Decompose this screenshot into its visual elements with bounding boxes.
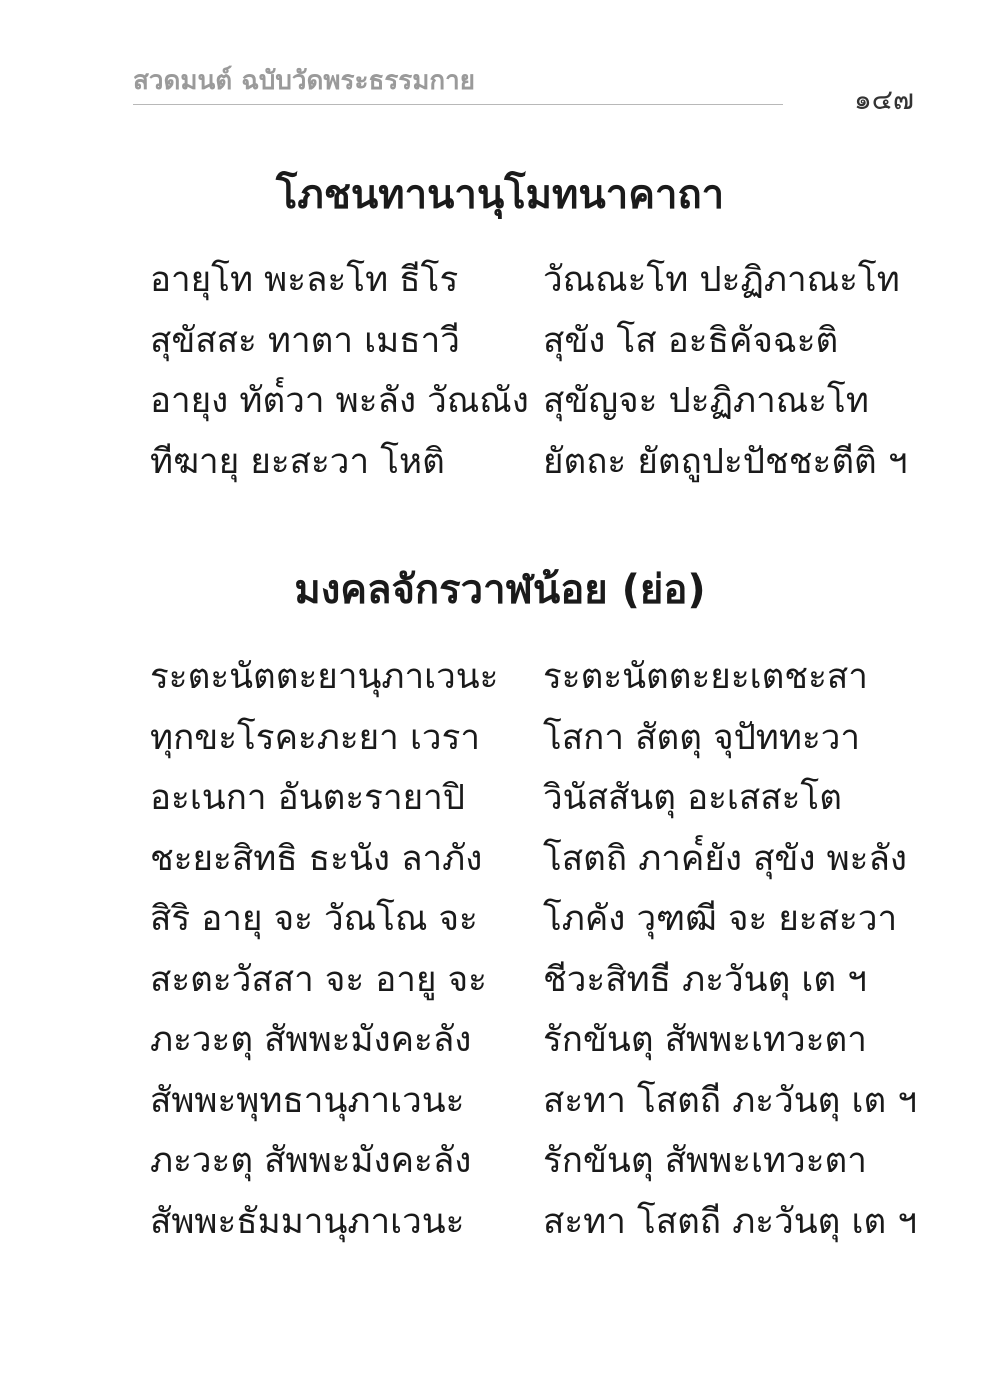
verse-first-half: ทุกขะโรคะภะยา เวรา xyxy=(150,717,481,758)
verse-second-half: สะทา โสตถี ภะวันตุ เต ฯ xyxy=(543,1201,917,1242)
verse-row xyxy=(0,829,1000,890)
verse-row xyxy=(0,768,1000,829)
verse-row xyxy=(0,950,1000,1011)
verse-second-half: โภคัง วุฑฒี จะ ยะสะวา xyxy=(543,899,898,939)
verse-second-half: วัณณะโท ปะฏิภาณะโท xyxy=(543,260,900,300)
verse-second-half: โสตถิ ภาค๎ยัง สุขัง พะลัง xyxy=(543,838,907,879)
verse-row xyxy=(0,311,1000,372)
verse-second-half: รักขันตุ สัพพะเทวะตา xyxy=(543,1141,867,1181)
verse-row xyxy=(0,889,1000,950)
verse-row xyxy=(0,647,1000,708)
verse-second-half: รักขันตุ สัพพะเทวะตา xyxy=(543,1020,867,1060)
page-header xyxy=(0,0,1000,120)
page-number: ๑๔๗ xyxy=(853,83,914,116)
verse-second-half: สะทา โสตถี ภะวันตุ เต ฯ xyxy=(543,1080,917,1121)
verse-first-half: อะเนกา อันตะรายาปิ xyxy=(150,778,465,818)
verse-first-half: อายุง ทัต๎วา พะลัง วัณณัง xyxy=(150,381,529,421)
verse-row xyxy=(0,1071,1000,1132)
chant-section xyxy=(0,160,1000,492)
verse-first-half: สุขัสสะ ทาตา เมธาวี xyxy=(150,320,460,361)
verse-first-half: ทีฆายุ ยะสะวา โหติ xyxy=(150,441,445,482)
verse-second-half: โสกา สัตตุ จุปัททะวา xyxy=(543,717,861,758)
verse-row xyxy=(0,1192,1000,1253)
verse-first-half: อายุโท พะละโท ธีโร xyxy=(150,260,459,300)
verse-row xyxy=(0,250,1000,311)
verse-first-half: ระตะนัตตะยานุภาเวนะ xyxy=(150,657,499,697)
verse-second-half: ชีวะสิทธี ภะวันตุ เต ฯ xyxy=(543,959,867,1000)
header-divider xyxy=(133,104,783,105)
verse-second-half: ยัตถะ ยัตถูปะปัชชะตีติ ฯ xyxy=(543,441,908,482)
section-title: โภชนทานานุโมทนาคาถา xyxy=(275,172,725,218)
verse-first-half: สัพพะพุทธานุภาเวนะ xyxy=(150,1080,465,1121)
chant-section xyxy=(0,555,1000,1252)
verse-row xyxy=(0,432,1000,493)
section-title: มงคลจักรวาฬน้อย (ย่อ) xyxy=(294,567,706,613)
verse-row xyxy=(0,1010,1000,1071)
running-title: สวดมนต์ ฉบับวัดพระธรรมกาย xyxy=(133,66,475,96)
verse-first-half: ภะวะตุ สัพพะมังคะลัง xyxy=(150,1020,472,1060)
verse-list xyxy=(0,647,1000,1252)
verse-first-half: สิริ อายุ จะ วัณโณ จะ xyxy=(150,899,478,939)
verse-second-half: สุขัญจะ ปะฏิภาณะโท xyxy=(543,381,869,421)
verse-second-half: ระตะนัตตะยะเตชะสา xyxy=(543,657,868,697)
verse-row xyxy=(0,371,1000,432)
verse-first-half: สะตะวัสสา จะ อายู จะ xyxy=(150,959,487,1000)
verse-list xyxy=(0,250,1000,492)
verse-row xyxy=(0,708,1000,769)
verse-first-half: สัพพะธัมมานุภาเวนะ xyxy=(150,1201,465,1242)
verse-first-half: ภะวะตุ สัพพะมังคะลัง xyxy=(150,1141,472,1181)
verse-second-half: สุขัง โส อะธิคัจฉะติ xyxy=(543,320,839,361)
verse-first-half: ชะยะสิทธิ ธะนัง ลาภัง xyxy=(150,838,483,879)
verse-second-half: วินัสสันตุ อะเสสะโต xyxy=(543,778,842,818)
verse-row xyxy=(0,1131,1000,1192)
